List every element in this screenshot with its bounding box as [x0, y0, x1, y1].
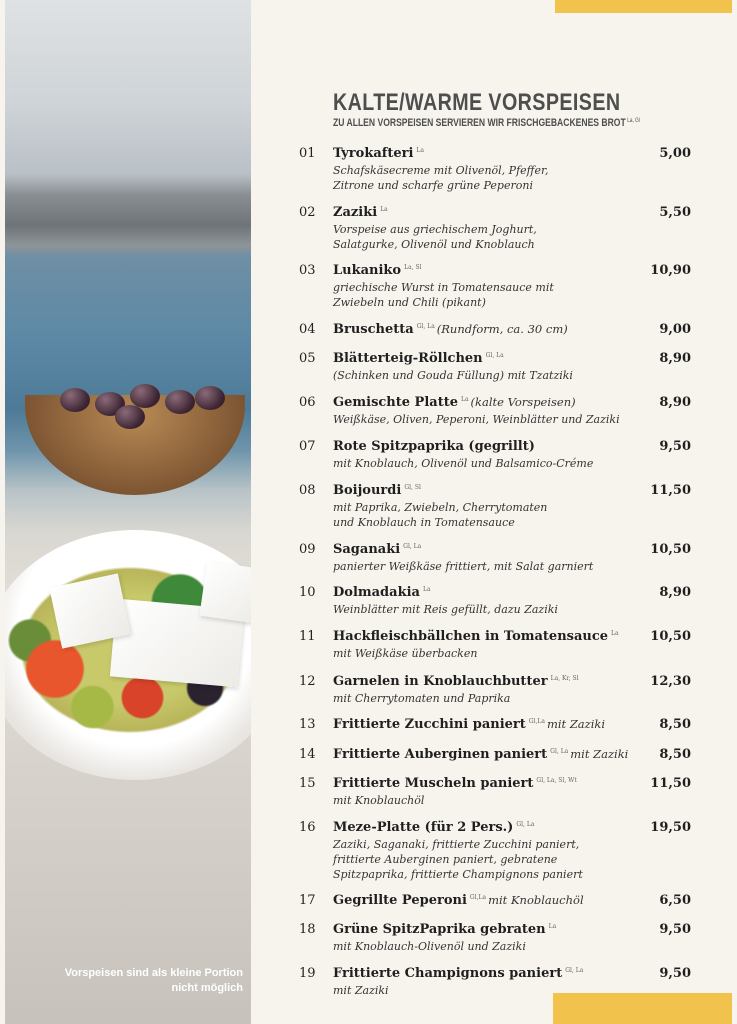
item-description: mit Knoblauchöl	[333, 794, 425, 807]
item-number: 15	[299, 776, 316, 791]
olive	[130, 384, 160, 408]
olive	[60, 388, 90, 412]
item-allergens: Gl, Sl	[404, 484, 421, 491]
item-description: (Schinken und Gouda Füllung) mit Tzatziki	[333, 369, 573, 382]
item-name	[333, 966, 583, 981]
item-allergens: La	[380, 206, 388, 213]
item-price: 9,50	[659, 966, 691, 981]
item-price: 10,50	[650, 629, 691, 644]
olive	[195, 386, 225, 410]
item-number: 17	[299, 893, 316, 908]
item-name-text: Frittierte Auberginen paniert	[333, 747, 548, 762]
item-name-text: Rote Spitzpaprika (gegrillt)	[333, 439, 535, 454]
item-price: 9,00	[659, 322, 691, 337]
item-number: 08	[299, 483, 316, 498]
item-price: 5,00	[659, 146, 691, 161]
section-subtitle: ZU ALLEN VORSPEISEN SERVIEREN WIR FRISCHGEBACKENES BROT $^{La, Gl}$	[333, 117, 640, 129]
item-price: 9,50	[659, 922, 691, 937]
item-price: 10,90	[650, 263, 691, 278]
item-allergens: La	[548, 923, 557, 930]
item-number: 03	[299, 263, 316, 278]
item-name	[333, 922, 556, 937]
item-number: 05	[299, 351, 316, 366]
item-description: mit Weißkäse überbacken	[333, 647, 478, 660]
food-photo	[5, 0, 251, 1024]
item-name	[333, 483, 421, 498]
item-name-text: Frittierte Zucchini paniert	[333, 717, 526, 732]
item-price: 10,50	[650, 542, 691, 557]
item-allergens: Gl,La	[528, 718, 545, 725]
item-name	[333, 585, 431, 600]
item-allergens: La, Kr, Sl	[550, 675, 579, 682]
item-name-text: Tyrokafteri	[333, 146, 414, 161]
photo-caption: Vorspeisen sind als kleine Portion nicht möglich	[64, 967, 243, 994]
item-description: Weinblätter mit Reis gefüllt, dazu Zaziki	[333, 603, 558, 616]
item-name	[333, 205, 388, 220]
item-price: 8,50	[659, 717, 691, 732]
item-description: Zaziki, Saganaki, frittierte Zucchini paniert, frittierte Auberginen paniert, gebratene Spitzpaprika, frittierte Champignons paniert	[333, 838, 583, 881]
item-number: 19	[299, 966, 316, 981]
item-allergens: Gl, La	[403, 543, 422, 550]
item-number: 12	[299, 674, 316, 689]
item-allergens: Gl, La, Sl, Wt	[536, 777, 577, 784]
item-description: Vorspeise aus griechischem Joghurt, Salatgurke, Olivenöl und Knoblauch	[333, 223, 537, 251]
item-note: (Rundform, ca. 30 cm)	[436, 322, 568, 336]
item-description: Weißkäse, Oliven, Peperoni, Weinblätter und Zaziki	[333, 413, 620, 426]
item-price: 8,50	[659, 747, 691, 762]
item-name	[333, 439, 535, 454]
item-allergens: Gl, La	[485, 352, 504, 359]
item-name	[333, 146, 424, 161]
item-name-text: Meze-Platte (für 2 Pers.)	[333, 820, 514, 835]
item-description: mit Zaziki	[333, 984, 389, 997]
item-price: 6,50	[659, 893, 691, 908]
item-number: 14	[299, 747, 316, 762]
item-name	[333, 893, 584, 908]
item-price: 9,50	[659, 439, 691, 454]
item-name	[333, 395, 576, 410]
item-number: 07	[299, 439, 316, 454]
item-allergens: La	[611, 630, 619, 637]
item-name-text: Lukaniko	[333, 263, 402, 278]
item-name	[333, 263, 422, 278]
item-number: 13	[299, 717, 316, 732]
item-description: mit Paprika, Zwiebeln, Cherrytomaten und Knoblauch in Tomatensauce	[333, 501, 548, 529]
item-description: griechische Wurst in Tomatensauce mit Zwiebeln und Chili (pikant)	[333, 281, 554, 309]
item-name-text: Blätterteig-Röllchen	[333, 351, 483, 366]
item-allergens: Gl,La	[469, 894, 487, 901]
item-description: panierter Weißkäse frittiert, mit Salat garniert	[333, 560, 594, 573]
item-name-text: Gegrillte Peperoni	[333, 893, 467, 908]
item-description: Schafskäsecreme mit Olivenöl, Pfeffer, Zitrone und scharfe grüne Peperoni	[333, 164, 549, 192]
item-price: 19,50	[650, 820, 691, 835]
subtitle-allergens: La, Gl	[627, 118, 640, 124]
item-name-text: Frittierte Champignons paniert	[333, 966, 563, 981]
item-number: 04	[299, 322, 316, 337]
item-name-text: Frittierte Muscheln paniert	[333, 776, 534, 791]
item-number: 16	[299, 820, 316, 835]
item-allergens: Gl, La	[550, 748, 569, 755]
item-number: 01	[299, 146, 316, 161]
item-description: mit Knoblauch, Olivenöl und Balsamico-Créme	[333, 457, 594, 470]
item-note: mit Knoblauchöl	[488, 893, 584, 907]
item-name	[333, 820, 534, 835]
item-name-text: Dolmadakia	[333, 585, 420, 600]
item-number: 11	[299, 629, 316, 644]
item-price: 12,30	[650, 674, 691, 689]
section-title: KALTE/WARME VORSPEISEN	[333, 89, 621, 116]
item-price: 11,50	[650, 483, 691, 498]
item-price: 8,90	[659, 351, 691, 366]
item-price: 8,90	[659, 585, 691, 600]
item-name-text: Grüne SpitzPaprika gebraten	[333, 922, 546, 937]
item-allergens: Gl, La	[416, 323, 435, 330]
item-allergens: La, Sl	[404, 264, 422, 271]
item-price: 8,90	[659, 395, 691, 410]
item-name-text: Zaziki	[333, 205, 378, 220]
accent-bar-top	[555, 0, 732, 13]
item-name	[333, 322, 568, 337]
item-number: 06	[299, 395, 316, 410]
item-name	[333, 674, 579, 689]
item-name	[333, 747, 628, 762]
feta-cheese	[199, 561, 251, 624]
olive	[115, 405, 145, 429]
item-number: 09	[299, 542, 316, 557]
item-note: mit Zaziki	[570, 747, 629, 761]
item-name	[333, 629, 619, 644]
item-name-text: Gemischte Platte	[333, 395, 458, 410]
item-name	[333, 776, 577, 791]
item-name	[333, 351, 504, 366]
item-allergens: La	[416, 147, 424, 154]
item-name-text: Hackfleischbällchen in Tomatensauce	[333, 629, 609, 644]
item-number: 02	[299, 205, 316, 220]
item-price: 11,50	[650, 776, 691, 791]
item-number: 18	[299, 922, 316, 937]
item-description: mit Knoblauch-Olivenöl und Zaziki	[333, 940, 526, 953]
item-note: (kalte Vorspeisen)	[470, 395, 576, 409]
item-number: 10	[299, 585, 316, 600]
item-name	[333, 717, 605, 732]
item-name	[333, 542, 421, 557]
item-description: mit Cherrytomaten und Paprika	[333, 692, 511, 705]
item-name-text: Saganaki	[333, 542, 401, 557]
item-allergens: La	[422, 586, 431, 593]
item-allergens: La	[460, 396, 469, 403]
item-price: 5,50	[659, 205, 691, 220]
olive	[165, 390, 195, 414]
item-name-text: Bruschetta	[333, 322, 414, 337]
item-allergens: Gl, La	[516, 821, 535, 828]
item-name-text: Boijourdi	[333, 483, 402, 498]
item-allergens: Gl, La	[565, 967, 584, 974]
item-note: mit Zaziki	[546, 717, 606, 731]
item-name-text: Garnelen in Knoblauchbutter	[333, 674, 548, 689]
